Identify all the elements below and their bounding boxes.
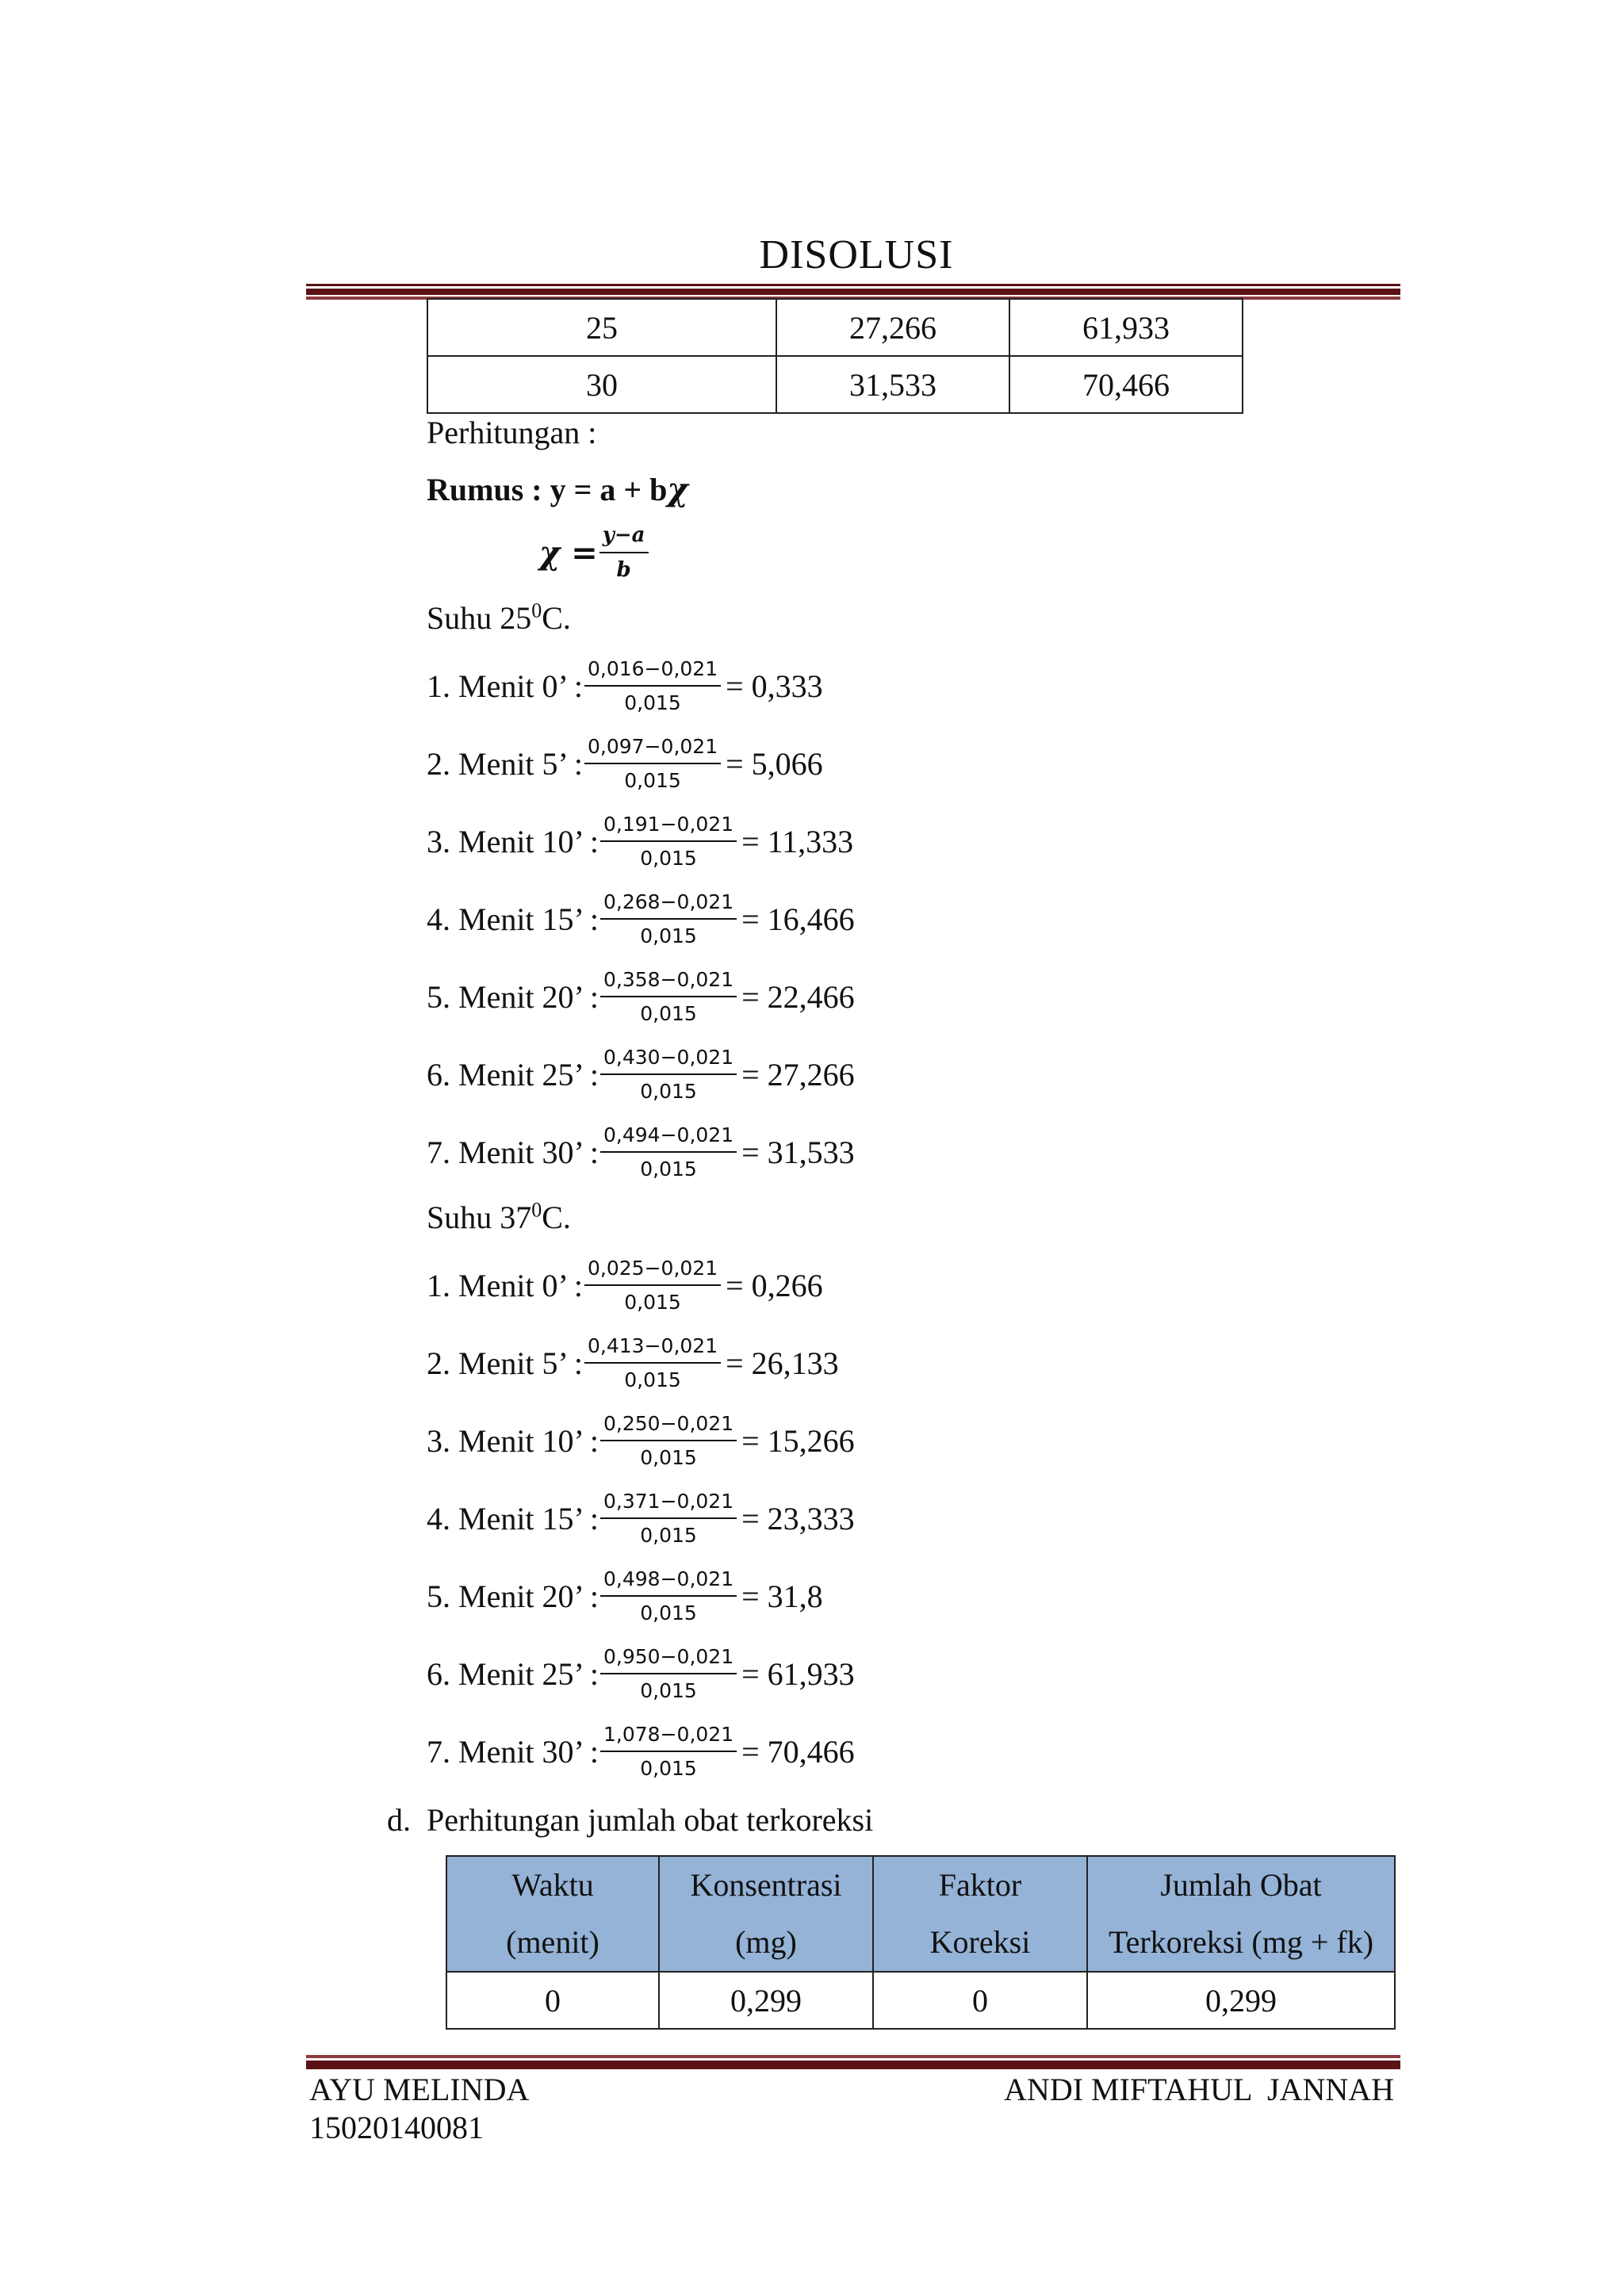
calc-label: 1. Menit 0’ : <box>427 1267 584 1303</box>
rumus-fraction <box>599 523 649 582</box>
calculation-row <box>427 883 855 955</box>
calc-result: = 27,266 <box>741 1056 855 1093</box>
fraction-denominator: 0,015 <box>624 1368 681 1391</box>
footer-right-name: ANDI MIFTAHUL JANNAH <box>1004 2072 1394 2107</box>
calculation-row <box>427 1249 823 1321</box>
column-header-konsentrasi: Konsentrasi (mg) <box>659 1856 873 1972</box>
fraction-numerator: 1,078−0,021 <box>600 1723 737 1752</box>
calc-fraction <box>600 890 737 947</box>
degree-sup: 0 <box>531 599 542 622</box>
section-d-marker: d. <box>387 1802 411 1838</box>
calc-result: = 11,333 <box>741 823 854 859</box>
table-cell: 0 <box>446 1972 659 2029</box>
calc-result: = 70,466 <box>741 1733 855 1770</box>
fraction-denominator: 0,015 <box>640 847 697 870</box>
footer-divider <box>306 2055 1400 2069</box>
calculation-row <box>427 1483 855 1554</box>
table-header-row <box>446 1856 1395 1972</box>
fraction-numerator: y−a <box>599 523 649 553</box>
fraction-numerator: 0,025−0,021 <box>584 1257 721 1286</box>
column-header-faktor: Faktor Koreksi <box>873 1856 1087 1972</box>
calc-label: 4. Menit 15’ : <box>427 901 599 937</box>
calc-result: = 5,066 <box>726 745 823 782</box>
calculation-row <box>427 728 823 799</box>
fraction-denominator: 0,015 <box>640 1679 697 1702</box>
fraction-numerator: 0,016−0,021 <box>584 657 721 687</box>
fraction-numerator: 0,358−0,021 <box>600 968 737 997</box>
calc-label: 5. Menit 20’ : <box>427 978 599 1015</box>
calculation-row <box>427 961 855 1032</box>
author-name: AYU MELINDA <box>309 2072 530 2107</box>
table-cell: 27,266 <box>776 299 1009 356</box>
calc-result: = 26,133 <box>726 1345 839 1381</box>
calc-fraction <box>600 1046 737 1103</box>
calc-label: 6. Menit 25’ : <box>427 1655 599 1692</box>
fraction-denominator: 0,015 <box>640 1080 697 1103</box>
calculation-row <box>427 1716 855 1787</box>
column-header-jumlah-obat: Jumlah Obat Terkoreksi (mg + fk) <box>1087 1856 1395 1972</box>
fraction-numerator: 0,950−0,021 <box>600 1645 737 1674</box>
calc-label: 2. Menit 5’ : <box>427 1345 584 1381</box>
calc-fraction <box>600 813 737 870</box>
fraction-numerator: 0,268−0,021 <box>600 890 737 920</box>
fraction-numerator: 0,250−0,021 <box>600 1412 737 1441</box>
calc-label: 1. Menit 0’ : <box>427 668 584 704</box>
fraction-denominator: b <box>616 558 631 582</box>
calc-label: 3. Menit 10’ : <box>427 1422 599 1459</box>
fraction-numerator: 0,413−0,021 <box>584 1334 721 1364</box>
calc-result: = 31,533 <box>741 1134 855 1170</box>
fraction-denominator: 0,015 <box>624 769 681 792</box>
fraction-numerator: 0,498−0,021 <box>600 1567 737 1597</box>
fraction-denominator: 0,015 <box>640 1757 697 1780</box>
table-row <box>446 1972 1395 2029</box>
calc-label: 7. Menit 30’ : <box>427 1733 599 1770</box>
degree-sup: 0 <box>531 1198 542 1222</box>
calc-label: 3. Menit 10’ : <box>427 823 599 859</box>
calc-fraction <box>600 1490 737 1547</box>
calc-label: 4. Menit 15’ : <box>427 1500 599 1536</box>
calculation-row <box>427 1638 855 1709</box>
suhu25-heading <box>427 599 571 637</box>
column-header-waktu: Waktu (menit) <box>446 1856 659 1972</box>
suhu37-heading <box>427 1199 571 1236</box>
calculation-row <box>427 1116 855 1188</box>
table-row <box>427 356 1243 413</box>
calc-fraction <box>584 1334 721 1391</box>
fraction-denominator: 0,015 <box>640 1446 697 1469</box>
calc-label: 6. Menit 25’ : <box>427 1056 599 1093</box>
calc-fraction <box>600 1645 737 1702</box>
fraction-denominator: 0,015 <box>640 1601 697 1624</box>
fraction-numerator: 0,430−0,021 <box>600 1046 737 1075</box>
fraction-numerator: 0,191−0,021 <box>600 813 737 842</box>
fraction-numerator: 0,371−0,021 <box>600 1490 737 1519</box>
fraction-denominator: 0,015 <box>640 1158 697 1181</box>
calc-result: = 16,466 <box>741 901 855 937</box>
corrected-drug-table <box>446 1855 1396 2030</box>
table-cell: 31,533 <box>776 356 1009 413</box>
calculation-row <box>427 650 823 721</box>
x-equals: χ = <box>539 534 598 572</box>
rumus-text: Rumus : y = a + b <box>427 472 668 507</box>
calc-result: = 22,466 <box>741 978 855 1015</box>
perhitungan-label: Perhitungan : <box>427 415 597 450</box>
calculation-row <box>427 806 853 877</box>
rumus-line <box>427 471 688 508</box>
suhu25-suffix: C. <box>542 600 571 636</box>
table-cell: 0,299 <box>1087 1972 1395 2029</box>
table-row <box>427 299 1243 356</box>
fraction-denominator: 0,015 <box>640 1524 697 1547</box>
table-cell: 25 <box>427 299 776 356</box>
author-id: 15020140081 <box>309 2110 484 2145</box>
calc-result: = 61,933 <box>741 1655 855 1692</box>
header-divider <box>306 284 1400 300</box>
chi-symbol: χ <box>667 471 688 508</box>
calc-fraction <box>600 1723 737 1780</box>
calc-fraction <box>584 657 721 714</box>
suhu25-prefix: Suhu 25 <box>427 600 532 636</box>
table-cell: 0,299 <box>659 1972 873 2029</box>
fraction-numerator: 0,097−0,021 <box>584 735 721 764</box>
table-cell: 61,933 <box>1009 299 1243 356</box>
calc-result: = 0,333 <box>726 668 823 704</box>
fraction-numerator: 0,494−0,021 <box>600 1123 737 1153</box>
table-cell: 70,466 <box>1009 356 1243 413</box>
calc-label: 7. Menit 30’ : <box>427 1134 599 1170</box>
fraction-denominator: 0,015 <box>624 691 681 714</box>
calc-label: 2. Menit 5’ : <box>427 745 584 782</box>
table-cell: 0 <box>873 1972 1087 2029</box>
data-table-continued <box>427 298 1243 414</box>
calculation-row <box>427 1327 839 1399</box>
calc-fraction <box>600 1567 737 1624</box>
suhu37-suffix: C. <box>542 1200 571 1235</box>
calc-label: 5. Menit 20’ : <box>427 1578 599 1614</box>
table-cell: 30 <box>427 356 776 413</box>
section-d-title: Perhitungan jumlah obat terkoreksi <box>427 1802 874 1838</box>
rumus-x-formula <box>539 523 653 582</box>
page-title: DISOLUSI <box>759 232 954 277</box>
calc-fraction <box>600 968 737 1025</box>
fraction-denominator: 0,015 <box>624 1291 681 1314</box>
calc-result: = 0,266 <box>726 1267 823 1303</box>
calculation-row <box>427 1039 855 1110</box>
calc-result: = 23,333 <box>741 1500 855 1536</box>
fraction-denominator: 0,015 <box>640 1002 697 1025</box>
calc-fraction <box>584 735 721 792</box>
calc-result: = 15,266 <box>741 1422 855 1459</box>
fraction-denominator: 0,015 <box>640 924 697 947</box>
footer-left <box>309 2071 529 2147</box>
calc-fraction <box>600 1412 737 1469</box>
suhu37-prefix: Suhu 37 <box>427 1200 532 1235</box>
calc-fraction <box>584 1257 721 1314</box>
calc-fraction <box>600 1123 737 1181</box>
calculation-row <box>427 1405 855 1476</box>
calculation-row <box>427 1560 823 1632</box>
calc-result: = 31,8 <box>741 1578 823 1614</box>
